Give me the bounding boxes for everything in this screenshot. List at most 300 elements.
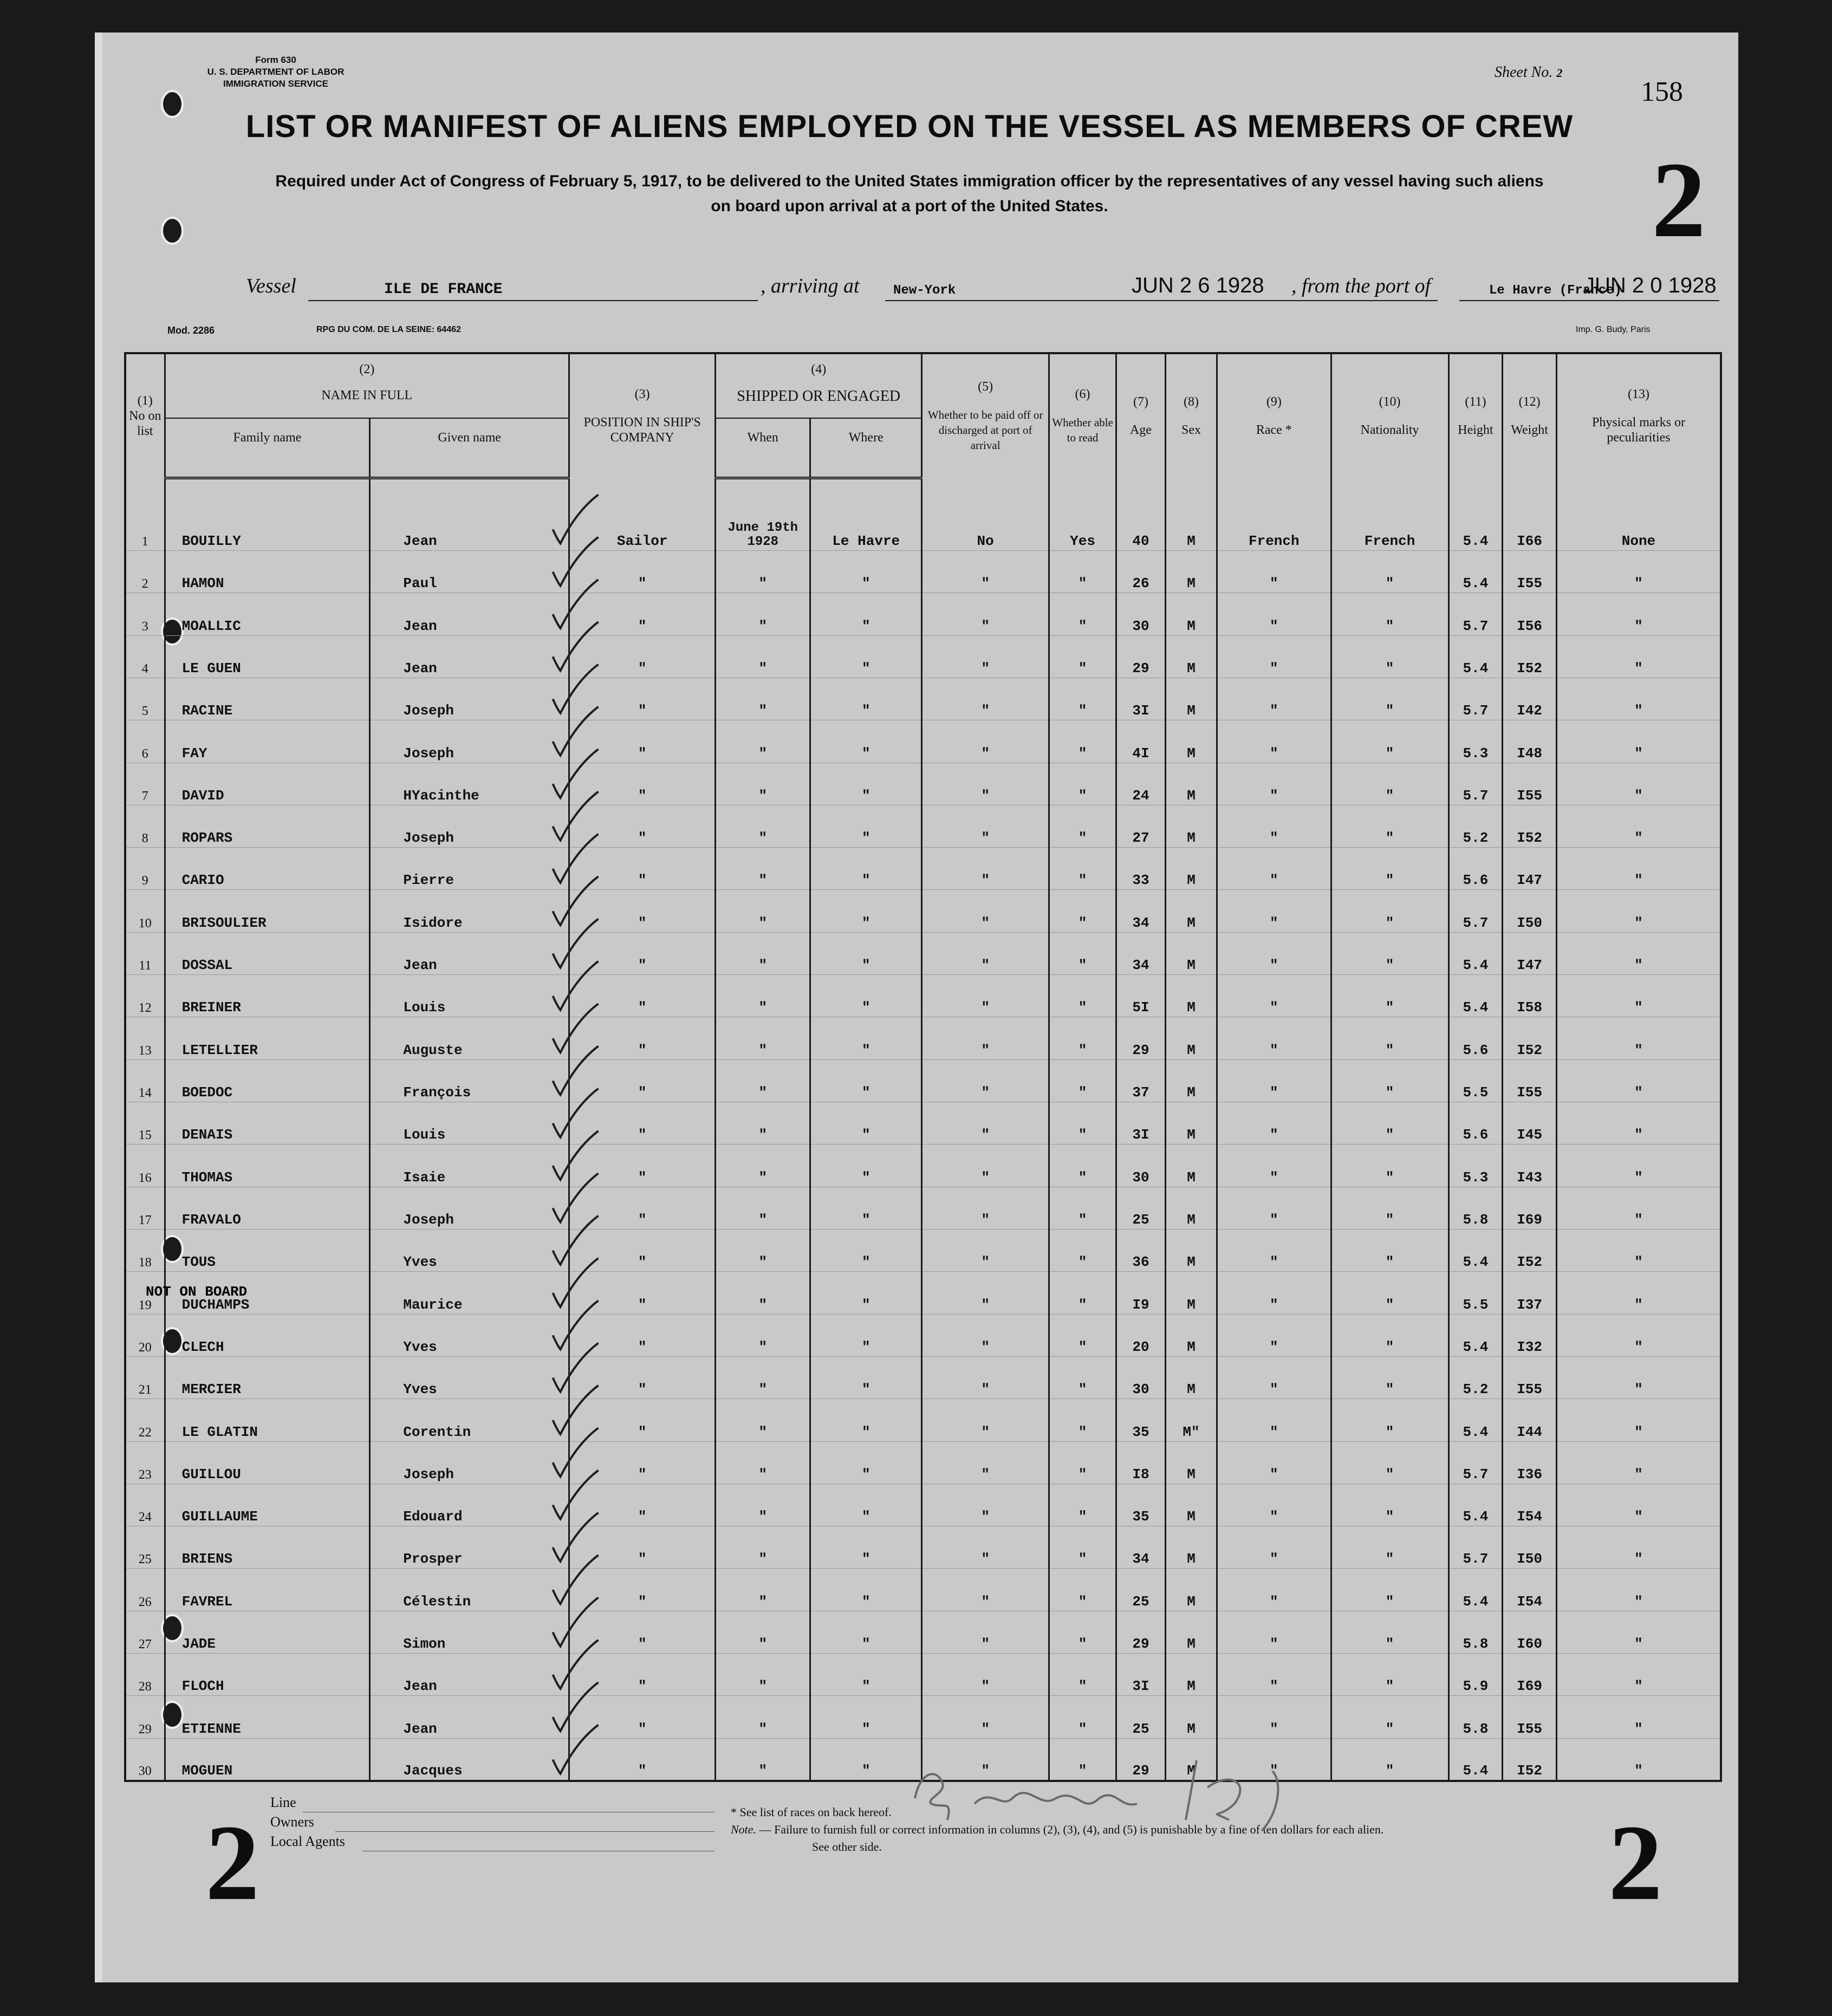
cell-age: 36 — [1116, 1229, 1166, 1271]
cell-shipped-when: " — [716, 1356, 810, 1399]
cell-age: 34 — [1116, 932, 1166, 974]
cell-weight: I69 — [1503, 1654, 1557, 1696]
local-agents-label: Local Agents — [270, 1833, 345, 1849]
col-no-header: (1) No on list — [125, 353, 165, 478]
crew-manifest-table — [124, 352, 1722, 1782]
cell-given-name: Célestin — [370, 1569, 569, 1611]
cell-shipped-when: " — [716, 1441, 810, 1484]
cell-nationality: " — [1331, 848, 1448, 890]
cell-family-name: ETIENNE — [165, 1696, 370, 1738]
cell-able-to-read: " — [1049, 1484, 1116, 1526]
cell-row-number: 10 — [125, 890, 165, 932]
cell-given-name: Maurice — [370, 1272, 569, 1314]
cell-sex: M — [1165, 720, 1217, 763]
cell-paid-off: " — [922, 1144, 1049, 1187]
col-when-header: When — [716, 418, 810, 456]
cell-able-to-read: " — [1049, 932, 1116, 974]
cell-shipped-where: " — [810, 1187, 922, 1229]
cell-position: " — [569, 1441, 716, 1484]
cell-position: " — [569, 1059, 716, 1102]
table-row — [125, 1272, 1721, 1314]
cell-paid-off: " — [922, 1526, 1049, 1569]
cell-row-number: 4 — [125, 635, 165, 678]
cell-race: " — [1217, 1611, 1331, 1653]
cell-given-name: Isaie — [370, 1144, 569, 1187]
cell-physical-marks: " — [1556, 1229, 1721, 1271]
cell-family-name: DAVID — [165, 763, 370, 805]
cell-height: 5.5 — [1448, 1272, 1503, 1314]
cell-weight: I66 — [1503, 508, 1557, 550]
cell-able-to-read: " — [1049, 805, 1116, 847]
cell-family-name: DOSSAL — [165, 932, 370, 974]
cell-position: " — [569, 1526, 716, 1569]
cell-height: 5.9 — [1448, 1654, 1503, 1696]
cell-paid-off: " — [922, 1399, 1049, 1441]
big-sheet-number-top: 2 — [1652, 140, 1706, 260]
cell-given-name: Joseph — [370, 1187, 569, 1229]
cell-height: 5.4 — [1448, 1399, 1503, 1441]
table-row — [125, 890, 1721, 932]
cell-row-number: 12 — [125, 975, 165, 1017]
departure-date-stamp: JUN 2 0 1928 — [1584, 274, 1717, 297]
cell-sex: M — [1165, 1272, 1217, 1314]
cell-sex: M — [1165, 975, 1217, 1017]
cell-height: 5.2 — [1448, 1356, 1503, 1399]
cell-physical-marks: " — [1556, 1102, 1721, 1144]
cell-age: 33 — [1116, 848, 1166, 890]
cell-age: 3I — [1116, 1654, 1166, 1696]
cell-shipped-when: " — [716, 1272, 810, 1314]
cell-sex: M — [1165, 1059, 1217, 1102]
cell-shipped-when: " — [716, 1654, 810, 1696]
cell-height: 5.7 — [1448, 763, 1503, 805]
cell-shipped-where: " — [810, 890, 922, 932]
cell-shipped-when: " — [716, 1229, 810, 1271]
cell-able-to-read: " — [1049, 1059, 1116, 1102]
cell-nationality: " — [1331, 550, 1448, 593]
cell-shipped-when: " — [716, 1569, 810, 1611]
cell-row-number: 16 — [125, 1144, 165, 1187]
cell-position: " — [569, 635, 716, 678]
cell-family-name: ROPARS — [165, 805, 370, 847]
cell-shipped-when: " — [716, 975, 810, 1017]
cell-age: 35 — [1116, 1399, 1166, 1441]
cell-race: " — [1217, 1441, 1331, 1484]
cell-height: 5.4 — [1448, 1569, 1503, 1611]
cell-height: 5.7 — [1448, 890, 1503, 932]
cell-physical-marks: " — [1556, 1187, 1721, 1229]
cell-race: " — [1217, 805, 1331, 847]
cell-nationality: " — [1331, 1314, 1448, 1356]
cell-shipped-when: " — [716, 1399, 810, 1441]
cell-able-to-read: " — [1049, 1569, 1116, 1611]
cell-sex: M — [1165, 1017, 1217, 1059]
cell-paid-off: " — [922, 1738, 1049, 1781]
cell-position: " — [569, 1654, 716, 1696]
cell-nationality: " — [1331, 1484, 1448, 1526]
cell-sex: M — [1165, 550, 1217, 593]
cell-row-number: 23 — [125, 1441, 165, 1484]
cell-position: " — [569, 975, 716, 1017]
cell-age: 30 — [1116, 1144, 1166, 1187]
cell-height: 5.4 — [1448, 1738, 1503, 1781]
cell-position: " — [569, 1569, 716, 1611]
cell-able-to-read: Yes — [1049, 508, 1116, 550]
cell-race: " — [1217, 1059, 1331, 1102]
cell-position: " — [569, 805, 716, 847]
cell-sex: M — [1165, 1526, 1217, 1569]
cell-shipped-where: " — [810, 550, 922, 593]
cell-paid-off: " — [922, 1059, 1049, 1102]
table-row — [125, 593, 1721, 635]
table-row — [125, 1187, 1721, 1229]
cell-sex: M — [1165, 1314, 1217, 1356]
cell-height: 5.4 — [1448, 1484, 1503, 1526]
cell-nationality: " — [1331, 1356, 1448, 1399]
cell-height: 5.8 — [1448, 1611, 1503, 1653]
cell-position: " — [569, 763, 716, 805]
cell-given-name: Prosper — [370, 1526, 569, 1569]
cell-row-number: 9 — [125, 848, 165, 890]
cell-paid-off: " — [922, 1272, 1049, 1314]
cell-shipped-where: " — [810, 932, 922, 974]
cell-paid-off: No — [922, 508, 1049, 550]
cell-age: 24 — [1116, 763, 1166, 805]
cell-able-to-read: " — [1049, 1611, 1116, 1653]
cell-physical-marks: " — [1556, 1484, 1721, 1526]
cell-weight: I45 — [1503, 1102, 1557, 1144]
cell-physical-marks: " — [1556, 678, 1721, 720]
cell-family-name: DENAIS — [165, 1102, 370, 1144]
cell-shipped-where: " — [810, 1526, 922, 1569]
col-height-header: (11) Height — [1448, 353, 1503, 478]
table-row — [125, 763, 1721, 805]
cell-race: " — [1217, 593, 1331, 635]
cell-nationality: " — [1331, 1187, 1448, 1229]
cell-position: " — [569, 890, 716, 932]
table-row — [125, 1696, 1721, 1738]
cell-height: 5.4 — [1448, 932, 1503, 974]
cell-weight: I55 — [1503, 1059, 1557, 1102]
cell-row-number: 3 — [125, 593, 165, 635]
cell-physical-marks: " — [1556, 848, 1721, 890]
cell-row-number: 5 — [125, 678, 165, 720]
cell-age: 30 — [1116, 593, 1166, 635]
cell-physical-marks: " — [1556, 805, 1721, 847]
cell-weight: I55 — [1503, 763, 1557, 805]
arrival-date-stamp: JUN 2 6 1928 — [1132, 274, 1264, 297]
cell-nationality: " — [1331, 1696, 1448, 1738]
cell-paid-off: " — [922, 1229, 1049, 1271]
cell-weight: I37 — [1503, 1272, 1557, 1314]
cell-race: " — [1217, 720, 1331, 763]
cell-row-number: 15 — [125, 1102, 165, 1144]
races-note: * See list of races on back hereof. — [731, 1805, 892, 1819]
table-row — [125, 1399, 1721, 1441]
cell-weight: I60 — [1503, 1611, 1557, 1653]
table-row — [125, 720, 1721, 763]
cell-position: " — [569, 1738, 716, 1781]
cell-position: " — [569, 1399, 716, 1441]
cell-paid-off: " — [922, 1314, 1049, 1356]
cell-paid-off: " — [922, 635, 1049, 678]
cell-sex: M — [1165, 1611, 1217, 1653]
cell-nationality: French — [1331, 508, 1448, 550]
cell-row-number: 24 — [125, 1484, 165, 1526]
cell-paid-off: " — [922, 1441, 1049, 1484]
cell-race: " — [1217, 932, 1331, 974]
cell-given-name: Auguste — [370, 1017, 569, 1059]
cell-physical-marks: " — [1556, 1526, 1721, 1569]
table-row — [125, 508, 1721, 550]
page-number: 158 — [1641, 76, 1683, 107]
cell-given-name: Yves — [370, 1314, 569, 1356]
cell-nationality: " — [1331, 593, 1448, 635]
cell-weight: I55 — [1503, 1696, 1557, 1738]
cell-sex: M — [1165, 1654, 1217, 1696]
cell-physical-marks: " — [1556, 1314, 1721, 1356]
crew-rows — [125, 478, 1721, 1781]
table-row — [125, 1229, 1721, 1271]
cell-paid-off: " — [922, 678, 1049, 720]
big-sheet-number-bottom-left: 2 — [205, 1803, 259, 1923]
cell-nationality: " — [1331, 1738, 1448, 1781]
cell-paid-off: " — [922, 848, 1049, 890]
cell-race: " — [1217, 848, 1331, 890]
service: IMMIGRATION SERVICE — [223, 79, 328, 89]
cell-physical-marks: " — [1556, 1059, 1721, 1102]
cell-age: 3I — [1116, 1102, 1166, 1144]
cell-weight: I52 — [1503, 635, 1557, 678]
cell-family-name: LETELLIER — [165, 1017, 370, 1059]
cell-family-name: GUILLOU — [165, 1441, 370, 1484]
cell-given-name: Jean — [370, 1654, 569, 1696]
table-row — [125, 550, 1721, 593]
cell-height: 5.4 — [1448, 1314, 1503, 1356]
cell-paid-off: " — [922, 932, 1049, 974]
cell-paid-off: " — [922, 1102, 1049, 1144]
printer-code: RPG DU COM. DE LA SEINE: 64462 — [316, 325, 462, 334]
cell-age: 5I — [1116, 975, 1166, 1017]
binder-hole — [161, 90, 184, 118]
cell-sex: M — [1165, 763, 1217, 805]
table-row — [125, 1441, 1721, 1484]
cell-weight: I32 — [1503, 1314, 1557, 1356]
cell-row-number: 13 — [125, 1017, 165, 1059]
table-row — [125, 975, 1721, 1017]
cell-age: 34 — [1116, 890, 1166, 932]
cell-sex: M" — [1165, 1399, 1217, 1441]
cell-shipped-where: " — [810, 805, 922, 847]
cell-age: 35 — [1116, 1484, 1166, 1526]
cell-given-name: Pierre — [370, 848, 569, 890]
cell-race: " — [1217, 1569, 1331, 1611]
cell-nationality: " — [1331, 932, 1448, 974]
cell-weight: I56 — [1503, 593, 1557, 635]
table-row — [125, 1144, 1721, 1187]
cell-height: 5.7 — [1448, 1441, 1503, 1484]
cell-paid-off: " — [922, 593, 1049, 635]
cell-nationality: " — [1331, 1654, 1448, 1696]
cell-age: I8 — [1116, 1441, 1166, 1484]
cell-nationality: " — [1331, 1441, 1448, 1484]
cell-shipped-when: " — [716, 635, 810, 678]
cell-position: " — [569, 932, 716, 974]
cell-age: 25 — [1116, 1696, 1166, 1738]
table-row — [125, 1569, 1721, 1611]
cell-family-name: CLECH — [165, 1314, 370, 1356]
cell-sex: M — [1165, 678, 1217, 720]
cell-able-to-read: " — [1049, 720, 1116, 763]
cell-given-name: François — [370, 1059, 569, 1102]
cell-sex: M — [1165, 1738, 1217, 1781]
cell-race: " — [1217, 890, 1331, 932]
cell-sex: M — [1165, 1569, 1217, 1611]
cell-race: " — [1217, 763, 1331, 805]
binder-hole — [161, 217, 184, 245]
table-row — [125, 1059, 1721, 1102]
cell-weight: I50 — [1503, 890, 1557, 932]
cell-race: " — [1217, 1526, 1331, 1569]
cell-shipped-when: " — [716, 1484, 810, 1526]
cell-position: " — [569, 550, 716, 593]
cell-row-number: 19 — [125, 1272, 165, 1314]
cell-sex: M — [1165, 1356, 1217, 1399]
cell-weight: I52 — [1503, 1738, 1557, 1781]
col-sex-header: (8) Sex — [1165, 353, 1217, 478]
cell-physical-marks: " — [1556, 1654, 1721, 1696]
cell-nationality: " — [1331, 890, 1448, 932]
cell-weight: I58 — [1503, 975, 1557, 1017]
cell-paid-off: " — [922, 720, 1049, 763]
form-info — [178, 54, 373, 90]
cell-family-name: THOMAS — [165, 1144, 370, 1187]
cell-physical-marks: " — [1556, 1738, 1721, 1781]
cell-sex: M — [1165, 805, 1217, 847]
cell-position: " — [569, 1187, 716, 1229]
cell-shipped-where: " — [810, 1696, 922, 1738]
cell-shipped-where: " — [810, 1102, 922, 1144]
cell-position: Sailor — [569, 508, 716, 550]
cell-physical-marks: " — [1556, 550, 1721, 593]
cell-shipped-where: " — [810, 1441, 922, 1484]
cell-family-name: BREINER — [165, 975, 370, 1017]
cell-height: 5.7 — [1448, 593, 1503, 635]
cell-able-to-read: " — [1049, 593, 1116, 635]
cell-shipped-where: " — [810, 593, 922, 635]
cell-age: 4I — [1116, 720, 1166, 763]
cell-sex: M — [1165, 1144, 1217, 1187]
cell-paid-off: " — [922, 1356, 1049, 1399]
cell-shipped-when: " — [716, 848, 810, 890]
cell-sex: M — [1165, 1484, 1217, 1526]
cell-sex: M — [1165, 890, 1217, 932]
see-other-side: See other side. — [812, 1840, 882, 1854]
cell-able-to-read: " — [1049, 1017, 1116, 1059]
cell-given-name: Jean — [370, 593, 569, 635]
cell-paid-off: " — [922, 1611, 1049, 1653]
cell-nationality: " — [1331, 1102, 1448, 1144]
cell-shipped-where: " — [810, 1059, 922, 1102]
cell-age: 25 — [1116, 1187, 1166, 1229]
cell-shipped-when: " — [716, 1738, 810, 1781]
cell-weight: I54 — [1503, 1484, 1557, 1526]
cell-shipped-when: " — [716, 1696, 810, 1738]
cell-able-to-read: " — [1049, 1229, 1116, 1271]
cell-paid-off: " — [922, 1696, 1049, 1738]
cell-physical-marks: " — [1556, 1611, 1721, 1653]
cell-family-name: MOALLIC — [165, 593, 370, 635]
cell-physical-marks: " — [1556, 1356, 1721, 1399]
cell-race: " — [1217, 1399, 1331, 1441]
cell-able-to-read: " — [1049, 1187, 1116, 1229]
not-on-board-annotation: NOT ON BOARD — [146, 1284, 248, 1300]
cell-family-name: DUCHAMPS — [165, 1272, 370, 1314]
table-row — [125, 678, 1721, 720]
cell-weight: I36 — [1503, 1441, 1557, 1484]
printer-name: Imp. G. Budy, Paris — [1576, 325, 1651, 334]
cell-given-name: Jean — [370, 635, 569, 678]
cell-shipped-when: " — [716, 593, 810, 635]
cell-physical-marks: " — [1556, 1144, 1721, 1187]
cell-physical-marks: " — [1556, 890, 1721, 932]
cell-height: 5.5 — [1448, 1059, 1503, 1102]
cell-row-number: 27 — [125, 1611, 165, 1653]
cell-position: " — [569, 1696, 716, 1738]
cell-given-name: Isidore — [370, 890, 569, 932]
cell-family-name: CARIO — [165, 848, 370, 890]
cell-paid-off: " — [922, 763, 1049, 805]
cell-given-name: Joseph — [370, 805, 569, 847]
cell-family-name: LE GUEN — [165, 635, 370, 678]
cell-age: 25 — [1116, 1569, 1166, 1611]
cell-age: 3I — [1116, 678, 1166, 720]
vessel-row — [246, 271, 1717, 303]
cell-sex: M — [1165, 1441, 1217, 1484]
cell-age: 40 — [1116, 508, 1166, 550]
cell-height: 5.6 — [1448, 1017, 1503, 1059]
cell-able-to-read: " — [1049, 1102, 1116, 1144]
cell-weight: I55 — [1503, 550, 1557, 593]
cell-able-to-read: " — [1049, 975, 1116, 1017]
cell-paid-off: " — [922, 1187, 1049, 1229]
table-row — [125, 1654, 1721, 1696]
cell-family-name: FLOCH — [165, 1654, 370, 1696]
cell-row-number: 30 — [125, 1738, 165, 1781]
table-row — [125, 805, 1721, 847]
col-age-header: (7) Age — [1116, 353, 1166, 478]
cell-nationality: " — [1331, 1569, 1448, 1611]
cell-shipped-when: " — [716, 763, 810, 805]
cell-shipped-where: " — [810, 1314, 922, 1356]
cell-height: 5.6 — [1448, 1102, 1503, 1144]
cell-race: " — [1217, 1187, 1331, 1229]
cell-nationality: " — [1331, 805, 1448, 847]
sheet-number: Sheet No. 2 — [1495, 64, 1563, 81]
cell-weight: I52 — [1503, 805, 1557, 847]
cell-given-name: Yves — [370, 1356, 569, 1399]
col-marks-header: (13) Physical marks or peculiarities — [1556, 353, 1721, 478]
cell-able-to-read: " — [1049, 1738, 1116, 1781]
cell-paid-off: " — [922, 1654, 1049, 1696]
cell-race: " — [1217, 1738, 1331, 1781]
table-row — [125, 932, 1721, 974]
cell-position: " — [569, 1356, 716, 1399]
cell-row-number: 2 — [125, 550, 165, 593]
cell-race: " — [1217, 1017, 1331, 1059]
cell-given-name: HYacinthe — [370, 763, 569, 805]
cell-height: 5.3 — [1448, 720, 1503, 763]
